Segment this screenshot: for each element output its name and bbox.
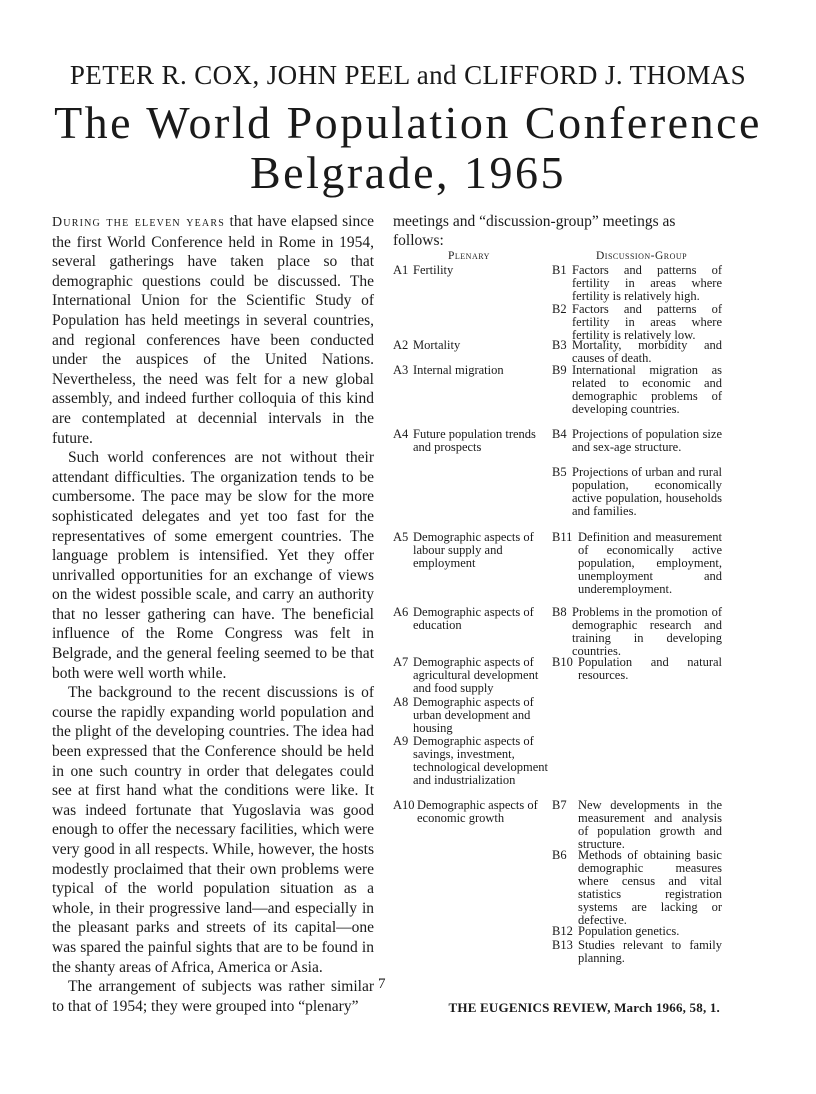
discussion-item: B10 Population and natural resources.: [552, 655, 722, 682]
discussion-item: B2 Factors and patterns of fertility in areas where fertility is relatively low.: [552, 302, 722, 342]
page-number: 7: [378, 976, 386, 992]
journal-citation: THE EUGENICS REVIEW, March 1966, 58, 1.: [448, 1000, 720, 1015]
author-line: PETER R. COX, JOHN PEEL and CLIFFORD J. THOMAS: [69, 60, 747, 90]
plenary-item: A5 Demographic aspects of labour supply and employment: [393, 530, 534, 570]
plenary-item: A7 Demographic aspects of agricultural development and food supply: [393, 655, 539, 695]
paragraph-4: The arrangement of subjects was rather similar to that of 1954; they were grouped into “plenary”: [52, 978, 374, 1015]
plenary-item: A10 Demographic aspects of economic growth: [393, 798, 538, 825]
discussion-item: B4 Projections of population size and sex-age structure.: [552, 427, 722, 454]
discussion-item: B9 International migration as related to economic and demographic problems of developing countries.: [552, 363, 722, 416]
plenary-item: A1 Fertility: [393, 263, 454, 277]
plenary-header: Plenary: [448, 250, 490, 262]
paragraph-1: [52, 212, 374, 448]
title-line-1: The World Population Conference: [54, 97, 762, 148]
plenary-item: A8 Demographic aspects of urban development and housing: [393, 695, 534, 735]
left-column: [52, 212, 374, 1016]
discussion-item: B6 Methods of obtaining basic demographic measures where census and vital statistics registration systems are lacking or defective.: [552, 848, 722, 927]
paragraph-1-text: that have elapsed since the first World Conference held in Rome in 1954, several gatherings have taken place so that demographic questions could be discussed. The International Union for the Scientific Study of Population has held meetings in several countries, and regional conferences have been conducted under the auspices of the United Nations. Nevertheless, the need was felt for a new global assembly, and indeed further colloquia of this kind are contemplated at decennial intervals in the future.: [52, 213, 374, 447]
title-line-2: Belgrade, 1965: [249, 147, 567, 198]
article-title: [0, 98, 816, 198]
discussion-item: B11 Definition and measurement of economically active population, employment, unemployment and underemployment.: [552, 530, 722, 596]
discussion-item: B12 Population genetics.: [552, 924, 680, 938]
discussion-item: B7 New developments in the measurement and analysis of population growth and structure.: [552, 798, 722, 851]
discussion-item: B3 Mortality, morbidity and causes of death.: [552, 338, 722, 365]
plenary-item: A6 Demographic aspects of education: [393, 605, 534, 632]
discussion-item: B13 Studies relevant to family planning.: [552, 938, 722, 965]
plenary-item: A9 Demographic aspects of savings, investment, technological development and industrialization: [393, 734, 549, 787]
lead-in-caps: During the eleven years: [52, 215, 225, 230]
plenary-item: A2 Mortality: [393, 338, 461, 352]
discussion-item: B8 Problems in the promotion of demographic research and training in developing countries.: [552, 605, 722, 658]
plenary-item: A4 Future population trends and prospects: [393, 427, 536, 454]
plenary-item: A3 Internal migration: [393, 363, 504, 377]
paragraph-2: Such world conferences are not without their attendant difficulties. The organization tends to be cumbersome. The pace may be slow for the more sophisticated delegates and yet too fast for the representatives of some emergent countries. The language problem is intensified. Yet they offer unrivalled opportunities for an exchange of views on the widest possible scale, and carry an authority that no lesser gathering can have. The beneficial influence of the Rome Congress was felt in Belgrade, and the general feeling seemed to be that both were well worth while.: [52, 449, 374, 682]
discussion-group-header: Discussion-Group: [596, 250, 688, 262]
discussion-item: B5 Projections of urban and rural population, economically active population, households and families.: [552, 465, 722, 518]
discussion-item: B1 Factors and patterns of fertility in areas where fertility is relatively high.: [552, 263, 722, 303]
paragraph-3: The background to the recent discussions is of course the rapidly expanding world population and the plight of the developing countries. The idea had been expressed that the Conference should be held in one such country in order that delegates could see at first hand what the conditions were like. It was indeed fortunate that Yugoslavia was good enough to offer the necessary facilities, which were very good in all respects. While, however, the hosts modestly proclaimed that their own problems were typical of the world population situation as a whole, in their progressive land—and especially in the pleasant parks and streets of its capital—one was spared the painful sights that are to be found in the shanty areas of Africa, America or Asia.: [52, 684, 374, 976]
right-column-intro: meetings and “discussion-group” meetings as follows:: [393, 213, 676, 249]
